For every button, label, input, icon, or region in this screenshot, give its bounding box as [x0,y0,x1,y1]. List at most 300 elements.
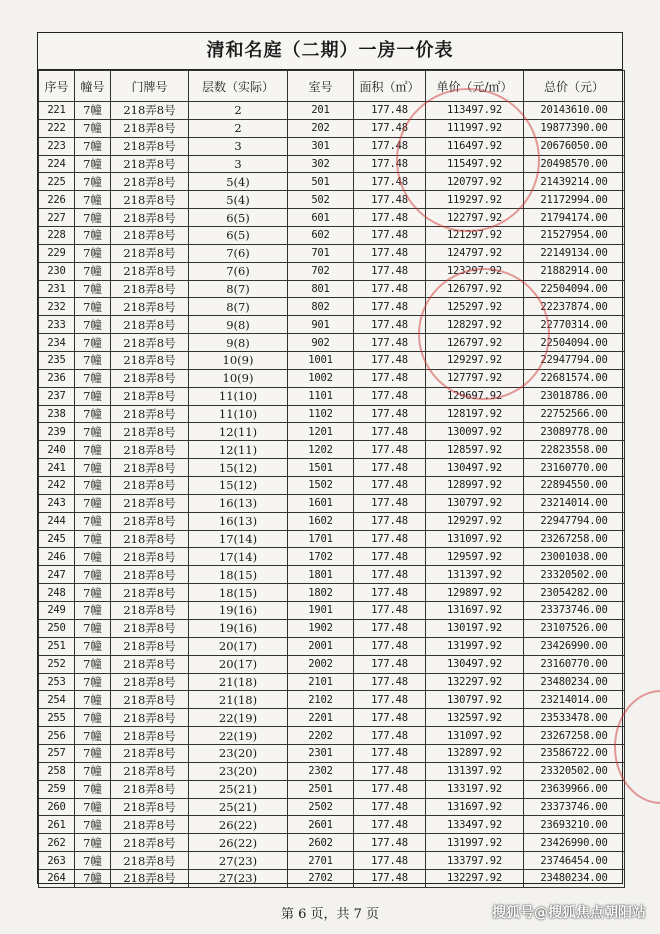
cell-address: 218弄8号 [111,352,189,370]
cell-unit-price: 122797.92 [426,209,524,227]
table-row [39,119,625,137]
document-title: 清和名庭（二期）一房一价表 [38,33,622,70]
cell-address: 218弄8号 [111,709,189,727]
cell-serial: 237 [39,387,75,405]
cell-floor: 5(4) [189,191,288,209]
cell-room: 701 [288,244,354,262]
cell-serial: 245 [39,530,75,548]
cell-unit-price: 127797.92 [426,369,524,387]
cell-area: 177.48 [354,566,426,584]
cell-unit-price: 133797.92 [426,852,524,870]
cell-address: 218弄8号 [111,191,189,209]
cell-serial: 240 [39,441,75,459]
cell-serial: 246 [39,548,75,566]
cell-total-price: 23373746.00 [524,602,625,620]
cell-address: 218弄8号 [111,209,189,227]
cell-serial: 262 [39,834,75,852]
table-row [39,566,625,584]
cell-room: 702 [288,262,354,280]
table-row [39,744,625,762]
cell-area: 177.48 [354,494,426,512]
cell-building: 7幢 [75,209,111,227]
cell-address: 218弄8号 [111,762,189,780]
table-row [39,352,625,370]
table-row [39,530,625,548]
cell-building: 7幢 [75,102,111,120]
cell-unit-price: 113497.92 [426,102,524,120]
cell-floor: 10(9) [189,369,288,387]
cell-unit-price: 128597.92 [426,441,524,459]
cell-floor: 6(5) [189,209,288,227]
cell-building: 7幢 [75,405,111,423]
cell-total-price: 23746454.00 [524,852,625,870]
cell-address: 218弄8号 [111,780,189,798]
cell-total-price: 22149134.00 [524,244,625,262]
table-row [39,155,625,173]
cell-floor: 3 [189,137,288,155]
cell-serial: 227 [39,209,75,227]
table-row [39,727,625,745]
cell-total-price: 23160770.00 [524,459,625,477]
cell-room: 1201 [288,423,354,441]
cell-serial: 244 [39,512,75,530]
cell-building: 7幢 [75,530,111,548]
table-row [39,512,625,530]
cell-building: 7幢 [75,744,111,762]
cell-total-price: 23639966.00 [524,780,625,798]
cell-building: 7幢 [75,191,111,209]
cell-building: 7幢 [75,727,111,745]
cell-floor: 16(13) [189,512,288,530]
cell-building: 7幢 [75,852,111,870]
cell-area: 177.48 [354,191,426,209]
cell-address: 218弄8号 [111,744,189,762]
cell-address: 218弄8号 [111,441,189,459]
cell-total-price: 23586722.00 [524,744,625,762]
cell-unit-price: 132597.92 [426,709,524,727]
cell-area: 177.48 [354,352,426,370]
cell-area: 177.48 [354,459,426,477]
table-row [39,369,625,387]
cell-floor: 11(10) [189,387,288,405]
cell-total-price: 22823558.00 [524,441,625,459]
cell-total-price: 23089778.00 [524,423,625,441]
cell-area: 177.48 [354,227,426,245]
cell-unit-price: 129897.92 [426,584,524,602]
cell-building: 7幢 [75,869,111,887]
table-row [39,262,625,280]
cell-room: 1801 [288,566,354,584]
cell-building: 7幢 [75,477,111,495]
cell-room: 2202 [288,727,354,745]
cell-floor: 18(15) [189,566,288,584]
cell-area: 177.48 [354,744,426,762]
cell-area: 177.48 [354,780,426,798]
cell-floor: 17(14) [189,530,288,548]
cell-serial: 264 [39,869,75,887]
cell-address: 218弄8号 [111,494,189,512]
cell-building: 7幢 [75,673,111,691]
cell-area: 177.48 [354,512,426,530]
cell-floor: 2 [189,119,288,137]
cell-address: 218弄8号 [111,727,189,745]
cell-floor: 8(7) [189,298,288,316]
table-row [39,459,625,477]
cell-area: 177.48 [354,441,426,459]
cell-room: 802 [288,298,354,316]
cell-total-price: 22947794.00 [524,352,625,370]
cell-building: 7幢 [75,352,111,370]
cell-area: 177.48 [354,673,426,691]
cell-building: 7幢 [75,494,111,512]
cell-floor: 26(22) [189,816,288,834]
cell-total-price: 23160770.00 [524,655,625,673]
cell-area: 177.48 [354,834,426,852]
cell-serial: 263 [39,852,75,870]
cell-address: 218弄8号 [111,316,189,334]
cell-total-price: 23426990.00 [524,834,625,852]
header-floor: 层数（实际） [189,71,288,102]
cell-total-price: 23267258.00 [524,530,625,548]
cell-area: 177.48 [354,155,426,173]
table-row [39,334,625,352]
table-row [39,209,625,227]
cell-address: 218弄8号 [111,459,189,477]
cell-building: 7幢 [75,155,111,173]
cell-unit-price: 130797.92 [426,691,524,709]
cell-serial: 239 [39,423,75,441]
cell-area: 177.48 [354,477,426,495]
cell-building: 7幢 [75,334,111,352]
header-area: 面积（㎡） [354,71,426,102]
table-row [39,494,625,512]
cell-serial: 248 [39,584,75,602]
cell-floor: 27(23) [189,869,288,887]
cell-building: 7幢 [75,280,111,298]
cell-serial: 221 [39,102,75,120]
cell-room: 2302 [288,762,354,780]
cell-total-price: 22947794.00 [524,512,625,530]
cell-area: 177.48 [354,119,426,137]
table-row [39,619,625,637]
cell-room: 1802 [288,584,354,602]
cell-unit-price: 126797.92 [426,334,524,352]
cell-serial: 258 [39,762,75,780]
cell-address: 218弄8号 [111,423,189,441]
cell-serial: 249 [39,602,75,620]
table-row [39,316,625,334]
cell-serial: 226 [39,191,75,209]
cell-building: 7幢 [75,637,111,655]
cell-area: 177.48 [354,405,426,423]
table-row [39,173,625,191]
cell-room: 502 [288,191,354,209]
cell-room: 2602 [288,834,354,852]
cell-floor: 8(7) [189,280,288,298]
cell-total-price: 23267258.00 [524,727,625,745]
cell-room: 1701 [288,530,354,548]
cell-serial: 256 [39,727,75,745]
cell-total-price: 22681574.00 [524,369,625,387]
cell-building: 7幢 [75,244,111,262]
table-row [39,816,625,834]
cell-unit-price: 129297.92 [426,352,524,370]
cell-address: 218弄8号 [111,619,189,637]
cell-floor: 6(5) [189,227,288,245]
cell-serial: 250 [39,619,75,637]
cell-floor: 22(19) [189,727,288,745]
cell-total-price: 22237874.00 [524,298,625,316]
cell-building: 7幢 [75,441,111,459]
cell-building: 7幢 [75,780,111,798]
cell-total-price: 23018786.00 [524,387,625,405]
cell-total-price: 23214014.00 [524,494,625,512]
cell-building: 7幢 [75,709,111,727]
cell-serial: 230 [39,262,75,280]
cell-serial: 260 [39,798,75,816]
table-row [39,602,625,620]
cell-floor: 9(8) [189,334,288,352]
cell-unit-price: 131997.92 [426,637,524,655]
cell-unit-price: 133197.92 [426,780,524,798]
cell-total-price: 22504094.00 [524,280,625,298]
cell-area: 177.48 [354,709,426,727]
cell-area: 177.48 [354,637,426,655]
cell-address: 218弄8号 [111,334,189,352]
cell-floor: 19(16) [189,619,288,637]
price-table-sheet [37,32,623,884]
cell-floor: 20(17) [189,637,288,655]
cell-floor: 26(22) [189,834,288,852]
cell-room: 1001 [288,352,354,370]
cell-area: 177.48 [354,137,426,155]
cell-total-price: 23320502.00 [524,762,625,780]
cell-total-price: 22504094.00 [524,334,625,352]
cell-room: 2601 [288,816,354,834]
header-serial: 序号 [39,71,75,102]
cell-serial: 247 [39,566,75,584]
table-row [39,798,625,816]
table-row [39,709,625,727]
cell-area: 177.48 [354,316,426,334]
cell-building: 7幢 [75,512,111,530]
cell-room: 801 [288,280,354,298]
table-row [39,280,625,298]
cell-floor: 23(20) [189,744,288,762]
cell-area: 177.48 [354,762,426,780]
table-row [39,137,625,155]
cell-building: 7幢 [75,173,111,191]
cell-unit-price: 131997.92 [426,834,524,852]
cell-serial: 232 [39,298,75,316]
cell-total-price: 21794174.00 [524,209,625,227]
cell-serial: 238 [39,405,75,423]
cell-total-price: 23693210.00 [524,816,625,834]
cell-total-price: 23107526.00 [524,619,625,637]
cell-building: 7幢 [75,298,111,316]
cell-unit-price: 130797.92 [426,494,524,512]
cell-unit-price: 124797.92 [426,244,524,262]
cell-total-price: 21527954.00 [524,227,625,245]
table-row [39,673,625,691]
cell-area: 177.48 [354,280,426,298]
cell-floor: 17(14) [189,548,288,566]
table-body [39,102,625,888]
cell-address: 218弄8号 [111,102,189,120]
cell-building: 7幢 [75,762,111,780]
cell-building: 7幢 [75,262,111,280]
table-row [39,762,625,780]
cell-area: 177.48 [354,602,426,620]
cell-building: 7幢 [75,423,111,441]
cell-unit-price: 115497.92 [426,155,524,173]
cell-unit-price: 128997.92 [426,477,524,495]
cell-serial: 241 [39,459,75,477]
cell-floor: 22(19) [189,709,288,727]
cell-unit-price: 132297.92 [426,673,524,691]
cell-unit-price: 132897.92 [426,744,524,762]
cell-total-price: 23533478.00 [524,709,625,727]
cell-unit-price: 130497.92 [426,655,524,673]
cell-area: 177.48 [354,869,426,887]
cell-room: 601 [288,209,354,227]
cell-unit-price: 129597.92 [426,548,524,566]
cell-serial: 257 [39,744,75,762]
cell-serial: 223 [39,137,75,155]
cell-room: 1501 [288,459,354,477]
cell-building: 7幢 [75,119,111,137]
cell-area: 177.48 [354,655,426,673]
table-row [39,387,625,405]
cell-room: 2001 [288,637,354,655]
cell-room: 1902 [288,619,354,637]
cell-floor: 12(11) [189,441,288,459]
cell-serial: 235 [39,352,75,370]
cell-address: 218弄8号 [111,512,189,530]
cell-address: 218弄8号 [111,798,189,816]
cell-unit-price: 131397.92 [426,566,524,584]
cell-area: 177.48 [354,530,426,548]
cell-room: 2301 [288,744,354,762]
cell-floor: 11(10) [189,405,288,423]
cell-floor: 15(12) [189,459,288,477]
cell-room: 2002 [288,655,354,673]
cell-floor: 9(8) [189,316,288,334]
cell-unit-price: 133497.92 [426,816,524,834]
cell-total-price: 23480234.00 [524,869,625,887]
cell-room: 302 [288,155,354,173]
cell-serial: 229 [39,244,75,262]
price-table [38,70,625,888]
cell-building: 7幢 [75,369,111,387]
cell-address: 218弄8号 [111,369,189,387]
table-row [39,441,625,459]
cell-building: 7幢 [75,227,111,245]
cell-address: 218弄8号 [111,673,189,691]
cell-total-price: 23214014.00 [524,691,625,709]
cell-building: 7幢 [75,816,111,834]
cell-area: 177.48 [354,798,426,816]
cell-address: 218弄8号 [111,691,189,709]
cell-area: 177.48 [354,387,426,405]
cell-address: 218弄8号 [111,816,189,834]
cell-address: 218弄8号 [111,137,189,155]
table-row [39,298,625,316]
cell-serial: 234 [39,334,75,352]
table-row [39,869,625,887]
cell-building: 7幢 [75,602,111,620]
cell-address: 218弄8号 [111,637,189,655]
cell-address: 218弄8号 [111,298,189,316]
cell-floor: 12(11) [189,423,288,441]
cell-total-price: 22752566.00 [524,405,625,423]
cell-serial: 254 [39,691,75,709]
header-building: 幢号 [75,71,111,102]
cell-address: 218弄8号 [111,602,189,620]
cell-total-price: 21439214.00 [524,173,625,191]
cell-room: 2701 [288,852,354,870]
cell-address: 218弄8号 [111,387,189,405]
table-row [39,691,625,709]
cell-room: 1601 [288,494,354,512]
cell-building: 7幢 [75,584,111,602]
cell-floor: 25(21) [189,798,288,816]
cell-unit-price: 131097.92 [426,727,524,745]
cell-building: 7幢 [75,691,111,709]
table-header-row [39,71,625,102]
cell-area: 177.48 [354,262,426,280]
cell-building: 7幢 [75,798,111,816]
cell-address: 218弄8号 [111,155,189,173]
cell-area: 177.48 [354,852,426,870]
table-row [39,834,625,852]
cell-room: 1102 [288,405,354,423]
cell-building: 7幢 [75,566,111,584]
cell-floor: 23(20) [189,762,288,780]
cell-room: 202 [288,119,354,137]
cell-serial: 225 [39,173,75,191]
header-address: 门牌号 [111,71,189,102]
cell-total-price: 23320502.00 [524,566,625,584]
cell-address: 218弄8号 [111,244,189,262]
cell-area: 177.48 [354,298,426,316]
cell-unit-price: 131097.92 [426,530,524,548]
table-row [39,477,625,495]
cell-room: 1702 [288,548,354,566]
cell-floor: 5(4) [189,173,288,191]
cell-address: 218弄8号 [111,548,189,566]
cell-serial: 233 [39,316,75,334]
table-row [39,548,625,566]
cell-area: 177.48 [354,584,426,602]
cell-serial: 228 [39,227,75,245]
cell-serial: 255 [39,709,75,727]
cell-address: 218弄8号 [111,173,189,191]
cell-unit-price: 132297.92 [426,869,524,887]
cell-serial: 236 [39,369,75,387]
cell-floor: 2 [189,102,288,120]
cell-area: 177.48 [354,423,426,441]
cell-unit-price: 130097.92 [426,423,524,441]
cell-unit-price: 131697.92 [426,798,524,816]
cell-room: 1002 [288,369,354,387]
cell-serial: 231 [39,280,75,298]
cell-floor: 27(23) [189,852,288,870]
cell-area: 177.48 [354,334,426,352]
cell-floor: 7(6) [189,244,288,262]
cell-serial: 222 [39,119,75,137]
cell-unit-price: 119297.92 [426,191,524,209]
